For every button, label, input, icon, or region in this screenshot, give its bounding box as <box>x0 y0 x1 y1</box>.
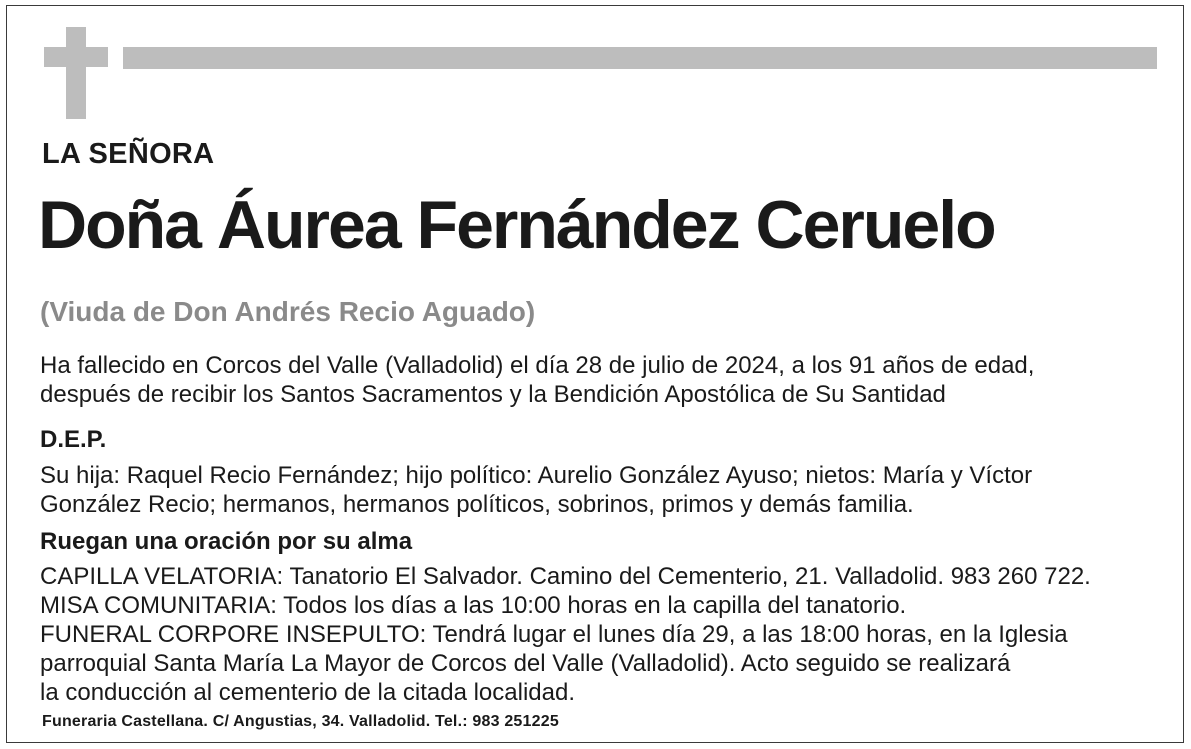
family-line-2: González Recio; hermanos, hermanos políticos, sobrinos, primos y demás familia. <box>40 491 914 518</box>
cross-icon <box>44 27 108 119</box>
rip: D.E.P. <box>40 426 107 453</box>
honorific: LA SEÑORA <box>42 138 215 170</box>
service-line-4: parroquial Santa María La Mayor de Corcos del Valle (Valladolid). Acto seguido se realizará <box>40 650 1011 677</box>
family-line-1: Su hija: Raquel Recio Fernández; hijo político: Aurelio González Ayuso; nietos: María y Víctor <box>40 462 1033 489</box>
service-line-3: FUNERAL CORPORE INSEPULTO: Tendrá lugar el lunes día 29, a las 18:00 horas, en la Iglesia <box>40 621 1068 648</box>
widow-of: (Viuda de Don Andrés Recio Aguado) <box>40 296 536 327</box>
death-line-2: después de recibir los Santos Sacramentos y la Bendición Apostólica de Su Santidad <box>40 381 946 408</box>
deceased-name: Doña Áurea Fernández Ceruelo <box>38 187 995 263</box>
prayer-request: Ruegan una oración por su alma <box>40 528 413 555</box>
service-line-2: MISA COMUNITARIA: Todos los días a las 10:00 horas en la capilla del tanatorio. <box>40 592 907 619</box>
funeral-home-footer: Funeraria Castellana. C/ Angustias, 34. Valladolid. Tel.: 983 251225 <box>42 713 559 730</box>
death-line-1: Ha fallecido en Corcos del Valle (Valladolid) el día 28 de julio de 2024, a los 91 años de edad, <box>40 352 1035 379</box>
service-line-5: la conducción al cementerio de la citada localidad. <box>40 679 575 706</box>
header-bar <box>123 47 1157 69</box>
service-line-1: CAPILLA VELATORIA: Tanatorio El Salvador. Camino del Cementerio, 21. Valladolid. 983 260 722. <box>40 563 1091 590</box>
